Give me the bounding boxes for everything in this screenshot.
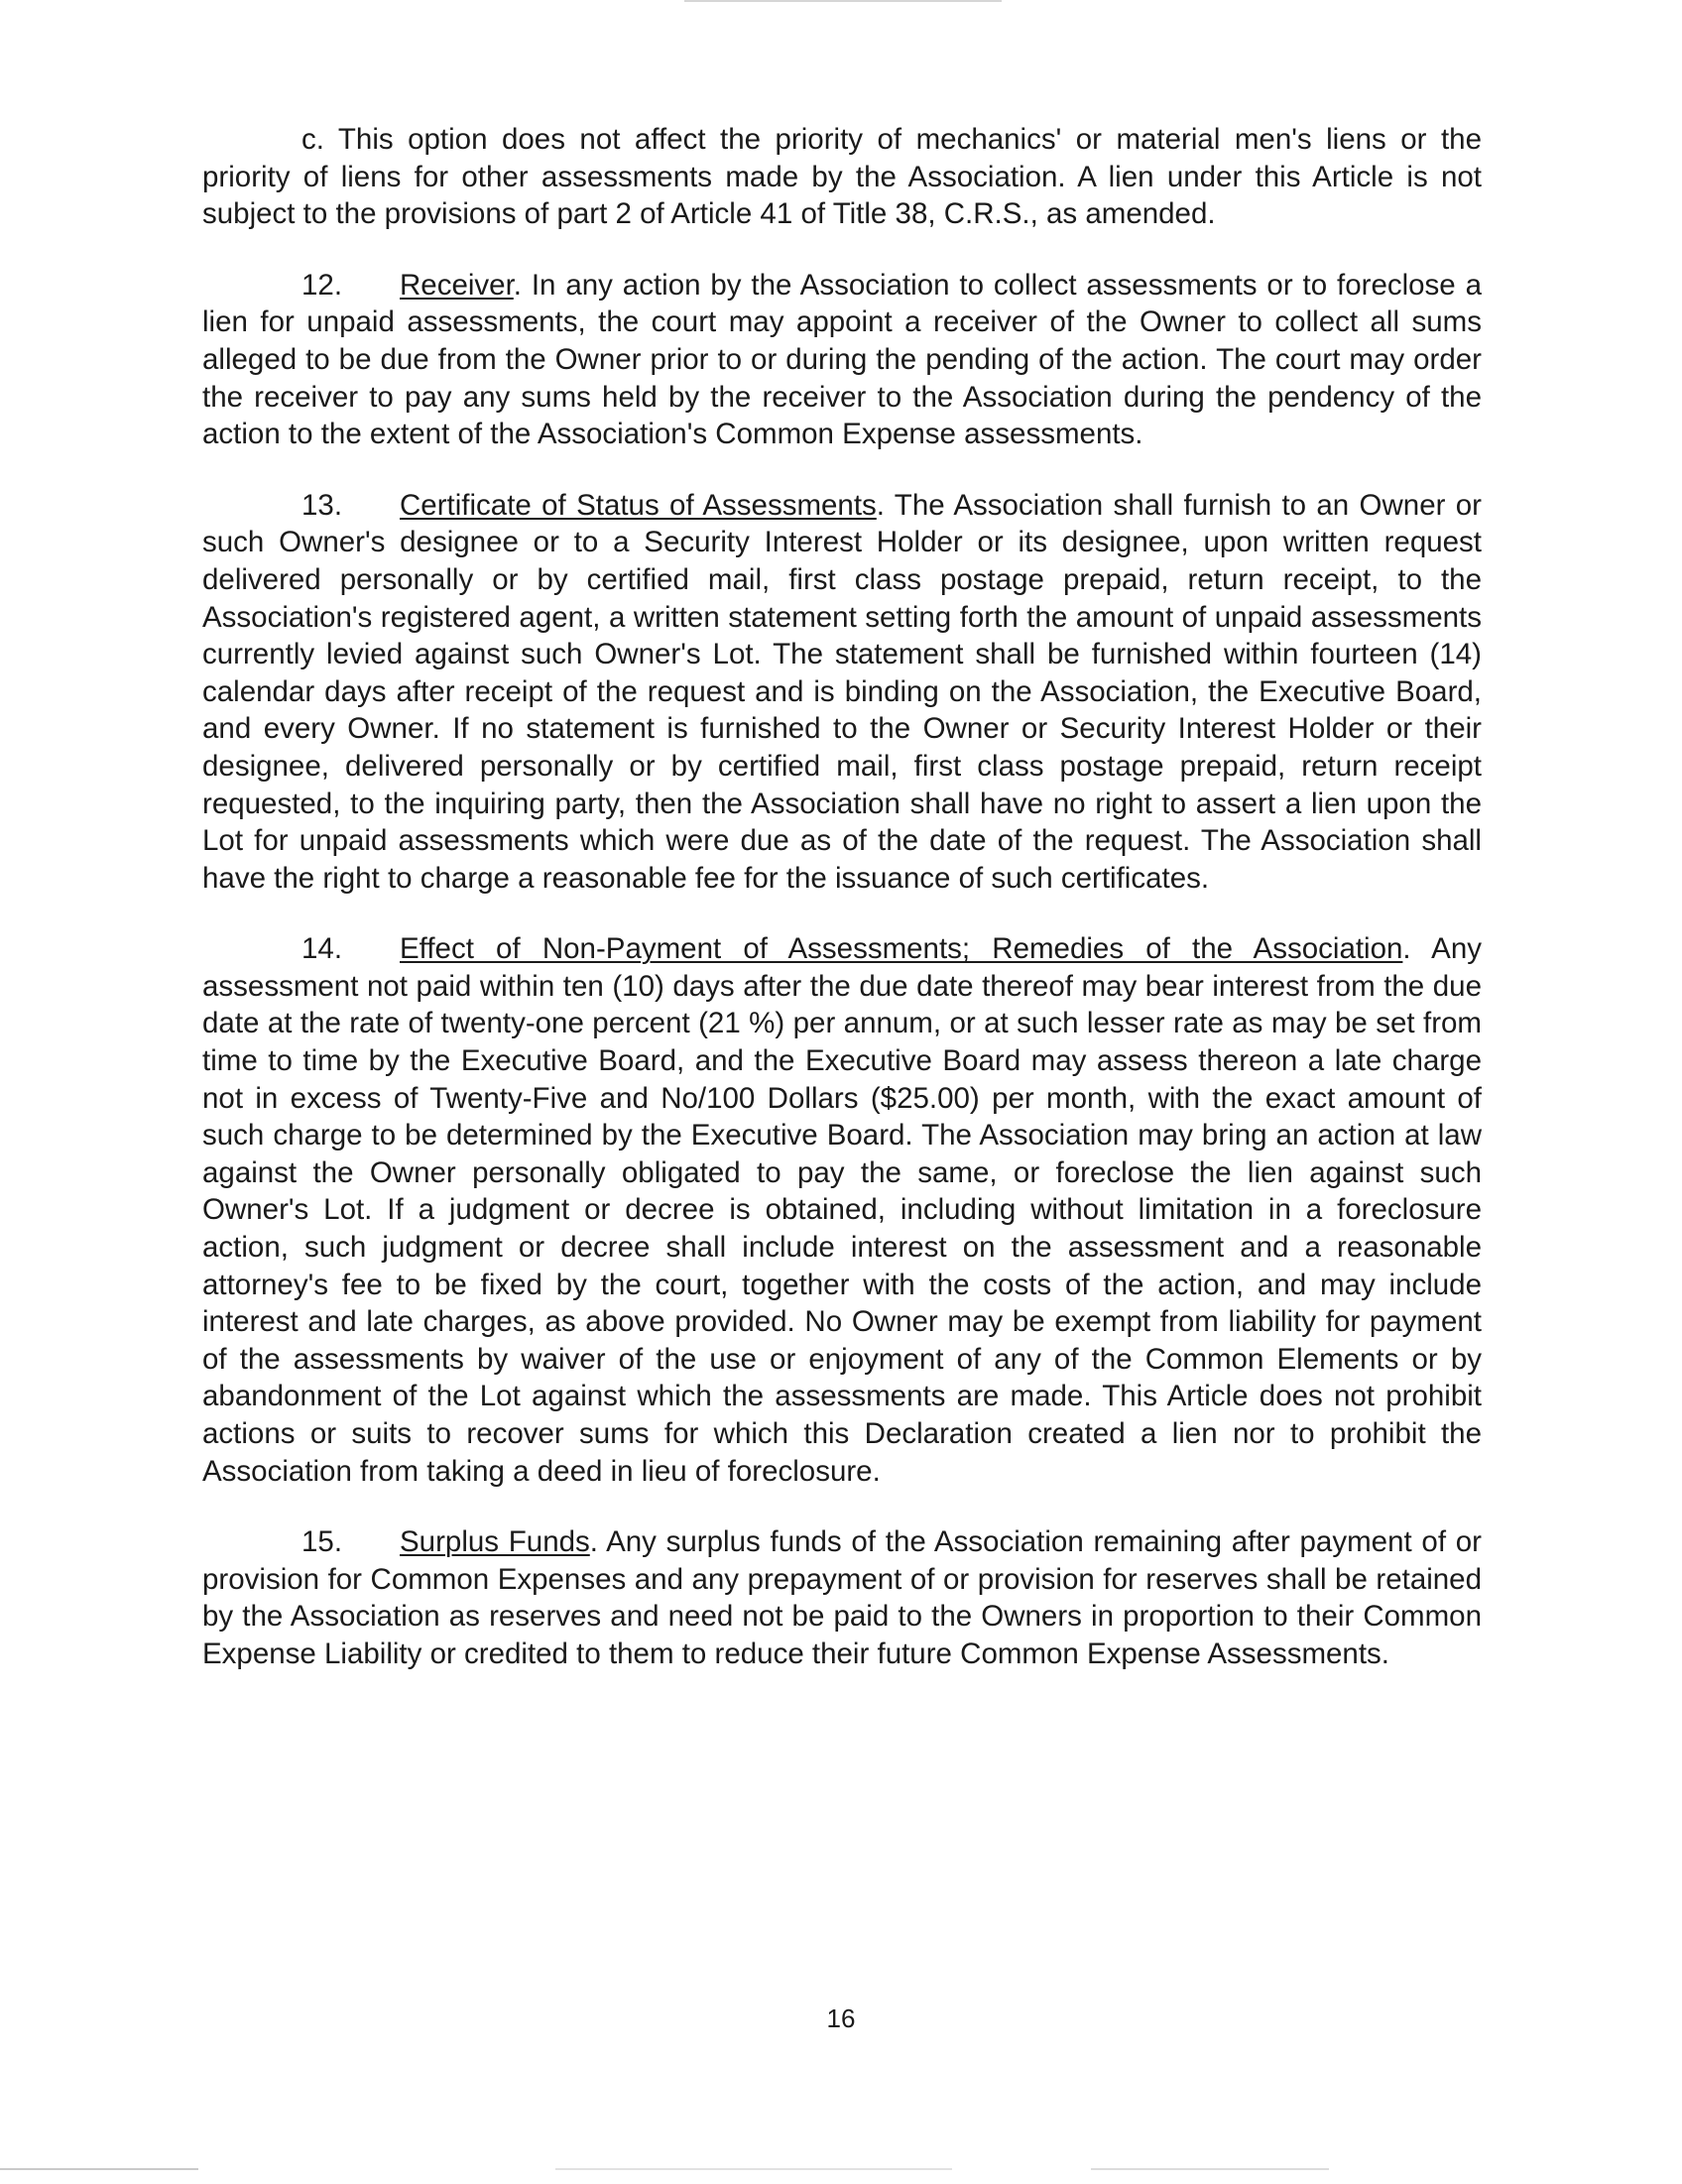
section-15-number: 15.	[301, 1525, 343, 1559]
section-12-title: Receiver	[400, 268, 514, 302]
section-15-surplus-funds	[202, 1523, 1482, 1672]
paragraph-11c	[202, 121, 1482, 233]
section-15-body: . Any surplus funds of the Association remaining after payment of or provision for Common Expenses and any prepayment of or provision for reserves shall be retained by the Association as reserves and need not be paid to the Owners in proportion to their Common Expense Liability or credited to them to reduce their future Common Expense Assessments.	[202, 1525, 1482, 1670]
section-14-body: . Any assessment not paid within ten (10) days after the due date thereof may bear interest from the due date at the rate of twenty-one percent (21 %) per annum, or at such lesser rate as may be set from time to time by the Executive Board, and the Executive Board may assess thereon a late charge not in excess of Twenty-Five and No/100 Dollars ($25.00) per month, with the exact amount of such charge to be determined by the Executive Board. The Association may bring an action at law against the Owner personally obligated to pay the same, or foreclose the lien against such Owner's Lot. If a judgment or decree is obtained, including without limitation in a foreclosure action, such judgment or decree shall include interest on the assessment and a reasonable attorney's fee to be fixed by the court, together with the costs of the action, and may include interest and late charges, as above provided. No Owner may be exempt from liability for payment of the assessments by waiver of the use or enjoyment of any of the Common Elements or by abandonment of the Lot against which the assessments are made. This Article does not prohibit actions or suits to recover sums for which this Declaration created a lien nor to prohibit the Association from taking a deed in lieu of foreclosure.	[202, 932, 1482, 1488]
paragraph-11c-prefix: c.	[301, 123, 324, 156]
scan-artifact-top	[684, 0, 1002, 2]
section-14-effect-of-non-payment	[202, 930, 1482, 1490]
section-14-number: 14.	[301, 932, 343, 966]
section-12-body: . In any action by the Association to collect assessments or to foreclose a lien for unpaid assessments, the court may appoint a receiver of the Owner to collect all sums alleged to be due from the Owner prior to or during the pending of the action. The court may order the receiver to pay any sums held by the receiver to the Association during the pendency of the action to the extent of the Association's Common Expense assessments.	[202, 268, 1482, 451]
section-13-certificate	[202, 487, 1482, 898]
section-13-number: 13.	[301, 488, 343, 522]
section-14-title: Effect of Non-Payment of Assessments; Remedies of the Association	[400, 932, 1403, 966]
section-12-receiver	[202, 267, 1482, 453]
scan-artifact-bottom-mid	[555, 2168, 952, 2170]
scan-artifact-bottom-right	[1091, 2168, 1329, 2170]
section-15-title: Surplus Funds	[400, 1525, 590, 1559]
scan-artifact-bottom-left	[0, 2168, 198, 2170]
section-13-title: Certificate of Status of Assessments	[400, 488, 877, 522]
paragraph-11c-body: This option does not affect the priority of mechanics' or material men's liens or the priority of liens for other assessments made by the Association. A lien under this Article is not subject to the provisions of part 2 of Article 41 of Title 38, C.R.S., as amended.	[202, 123, 1482, 231]
section-12-number: 12.	[301, 268, 343, 302]
document-body	[202, 121, 1482, 1673]
page-number: 16	[826, 2003, 856, 2033]
section-13-body: . The Association shall furnish to an Owner or such Owner's designee or to a Security Interest Holder or its designee, upon written request delivered personally or by certified mail, first class postage prepaid, return receipt, to the Association's registered agent, a written statement setting forth the amount of unpaid assessments currently levied against such Owner's Lot. The statement shall be furnished within fourteen (14) calendar days after receipt of the request and is binding on the Association, the Executive Board, and every Owner. If no statement is furnished to the Owner or Security Interest Holder or their designee, delivered personally or by certified mail, first class postage prepaid, return receipt requested, to the inquiring party, then the Association shall have no right to assert a lien upon the Lot for unpaid assessments which were due as of the date of the request. The Association shall have the right to charge a reasonable fee for the issuance of such certificates.	[202, 488, 1483, 895]
